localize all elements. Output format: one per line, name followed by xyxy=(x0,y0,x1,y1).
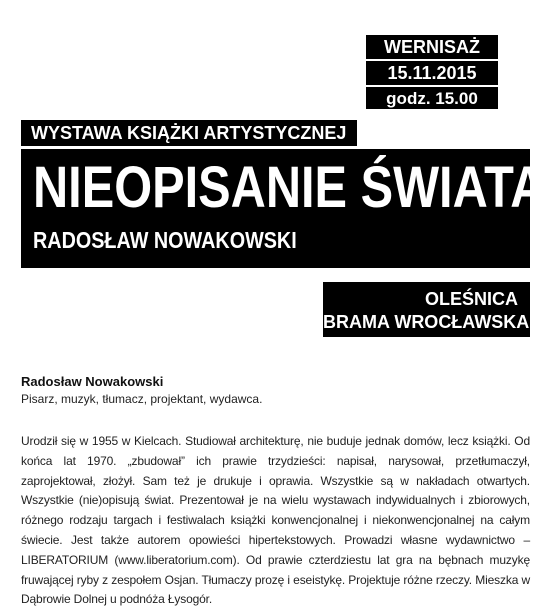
location-box xyxy=(323,282,530,337)
event-label-box xyxy=(366,35,498,59)
exhibition-author: RADOSŁAW NOWAKOWSKI xyxy=(33,227,297,253)
exhibition-subtitle-box xyxy=(21,120,357,146)
event-date: 15.11.2015 xyxy=(387,63,477,83)
bio-roles: Pisarz, muzyk, tłumacz, projektant, wydawca. xyxy=(21,392,263,406)
event-time-box xyxy=(366,87,498,109)
bio-text: Urodził się w 1955 w Kielcach. Studiował architekturę, nie buduje jednak domów, lecz książki. Od końca lat 1970. „zbudował” ich prawie trzydzieści: napisał, narysował, przetłumaczył, zaprojektował, złożył. Sam też je drukuje i oprawia. Wszystkie są w nakładach otwartych. Wszystkie (nie)opisują świat. Prezentował je na wielu wystawach indywidualnych i zbiorowych, różnego rodzaju targach i festiwalach książki konwencjonalnej i niekonwencjonalnej na całym świecie. Jest także autorem opowieści hipertekstowych. Prowadzi własne wydawnictwo – LIBERATORIUM (www.liberatorium.com). Od prawie czterdziestu lat gra na bębnach muzykę fruwającej ryby z zespołem Osjan. Tłumaczy prozę i eseistykę. Projektuje różne rzeczy. Mieszka w Dąbrowie Dolnej u podnóża Łysogór. xyxy=(21,434,530,607)
title-block xyxy=(21,149,546,268)
location-venue: BRAMA WROCŁAWSKA xyxy=(323,311,530,332)
exhibition-title: NIEOPISANIE ŚWIATA xyxy=(33,155,546,220)
location-city: OLEŚNICA xyxy=(424,289,518,309)
bio-name: Radosław Nowakowski xyxy=(21,374,164,389)
exhibition-subtitle: WYSTAWA KSIĄŻKI ARTYSTYCZNEJ xyxy=(31,123,347,143)
event-label: WERNISAŻ xyxy=(384,37,480,57)
event-date-box xyxy=(366,61,498,85)
event-time: godz. 15.00 xyxy=(386,89,478,108)
